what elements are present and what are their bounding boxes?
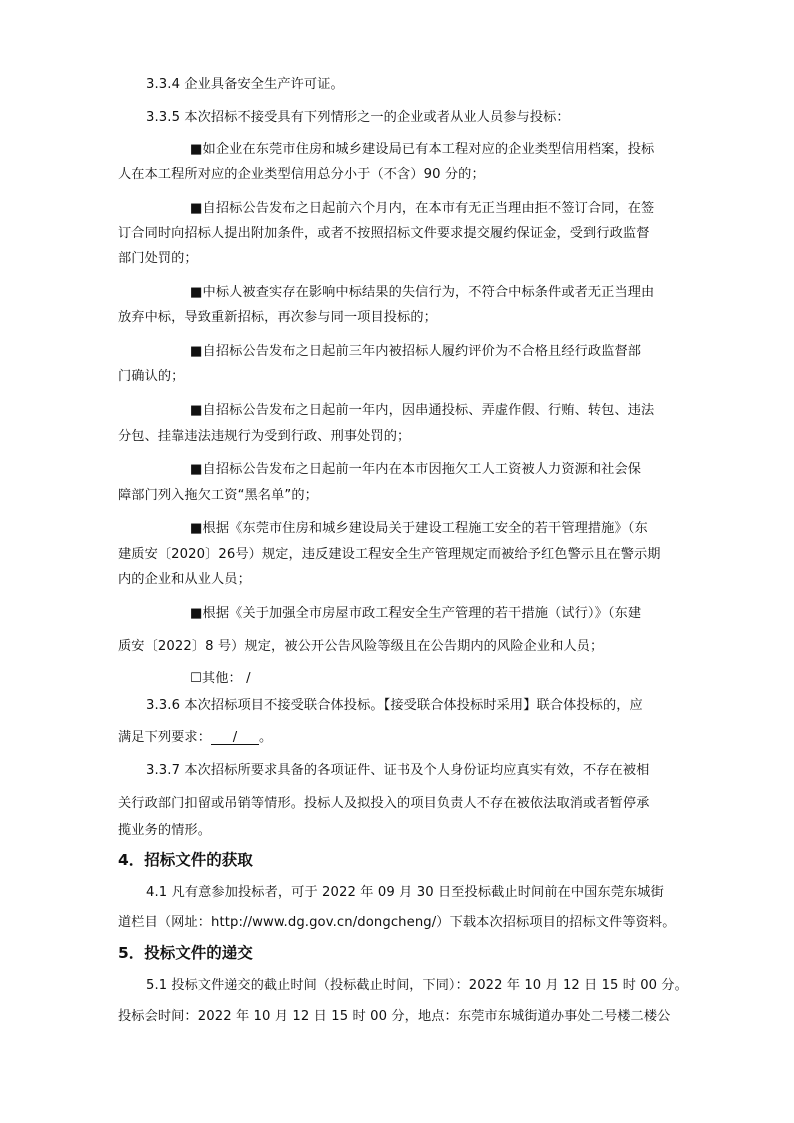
item-credit-line1: ■如企业在东莞市住房和城乡建设局已有本工程对应的企业类型信用档案，投标 — [190, 142, 655, 157]
item-bidder-line2: 放弃中标，导致重新招标，再次参与同一项目投标的； — [118, 310, 437, 325]
item-wages-line2: 障部门列入拖欠工资“黑名单”的； — [118, 488, 318, 503]
item-safety-line1: ■根据《东莞市住房和城乡建设局关于建设工程施工安全的若干管理措施》（东 — [190, 521, 648, 536]
item-risk-line2: 质安〔2022〕8 号）规定，被公开公告风险等级且在公告期内的风险企业和人员； — [118, 639, 604, 654]
item-credit-line2: 人在本工程所对应的企业类型信用总分小于（不含）90 分的； — [118, 167, 485, 182]
requirement-blank: / — [211, 731, 259, 745]
clause-4-1-line1: 4.1 凡有意参加投标者，可于 2022 年 09 月 30 日至投标截止时间前在中国东莞东城街 — [146, 885, 664, 900]
item-other: ☐其他： / — [190, 671, 251, 686]
item-evaluation-line2: 门确认的； — [118, 369, 185, 384]
clause-3-3-7-line2: 关行政部门扣留或吊销等情形。投标人及拟投入的项目负责人不存在被依法取消或者暂停承 — [118, 796, 650, 811]
item-safety-line2: 建质安〔2020〕26号）规定，违反建设工程安全生产管理规定而被给予红色警示且在警示期 — [118, 547, 661, 562]
requirement-label: 满足下列要求： — [118, 730, 212, 745]
clause-3-3-6-line1: 3.3.6 本次招标项目不接受联合体投标。【接受联合体投标时采用】联合体投标的，应 — [146, 698, 643, 713]
clause-5-1-line2: 投标会时间：2022 年 10 月 12 日 15 时 00 分，地点：东莞市东城街道办事处二号楼二楼公 — [118, 1009, 671, 1024]
item-bidder-line1: ■中标人被查实存在影响中标结果的失信行为，不符合中标条件或者无正当理由 — [190, 285, 655, 300]
section-4-heading: 4．招标文件的获取 — [118, 851, 253, 869]
item-contract-line3: 部门处罚的； — [118, 251, 198, 266]
clause-4-1-line2: 道栏目（网址：http://www.dg.gov.cn/dongcheng/）下载本次招标项目的招标文件等资料。 — [118, 915, 676, 930]
item-contract-line1: ■自招标公告发布之日起前六个月内，在本市有无正当理由拒不签订合同，在签 — [190, 201, 655, 216]
item-wages-line1: ■自招标公告发布之日起前一年内在本市因拖欠工人工资被人力资源和社会保 — [190, 462, 642, 477]
clause-3-3-7-line3: 揽业务的情形。 — [118, 823, 212, 838]
section-5-heading: 5．投标文件的递交 — [118, 944, 253, 962]
item-collusion-line1: ■自招标公告发布之日起前一年内，因串通投标、弄虚作假、行贿、转包、违法 — [190, 403, 655, 418]
item-risk-line1: ■根据《关于加强全市房屋市政工程安全生产管理的若干措施（试行）》（东建 — [190, 606, 642, 621]
requirement-period: 。 — [259, 730, 273, 745]
clause-3-3-7-line1: 3.3.7 本次招标所要求具备的各项证件、证书及个人身份证均应真实有效，不存在被相 — [146, 763, 650, 778]
item-collusion-line2: 分包、挂靠违法违规行为受到行政、刑事处罚的； — [118, 429, 411, 444]
clause-3-3-4: 3.3.4 企业具备安全生产许可证。 — [146, 77, 344, 92]
item-safety-line3: 内的企业和从业人员； — [118, 572, 251, 587]
clause-5-1-line1: 5.1 投标文件递交的截止时间（投标截止时间，下同）：2022 年 10 月 12 日 15 时 00 分。 — [146, 978, 688, 993]
item-evaluation-line1: ■自招标公告发布之日起前三年内被招标人履约评价为不合格且经行政监督部 — [190, 344, 642, 359]
clause-3-3-6-line2 — [118, 731, 272, 745]
item-contract-line2: 订合同时向招标人提出附加条件，或者不按照招标文件要求提交履约保证金，受到行政监督 — [118, 226, 650, 241]
clause-3-3-5: 3.3.5 本次招标不接受具有下列情形之一的企业或者从业人员参与投标： — [146, 110, 570, 125]
